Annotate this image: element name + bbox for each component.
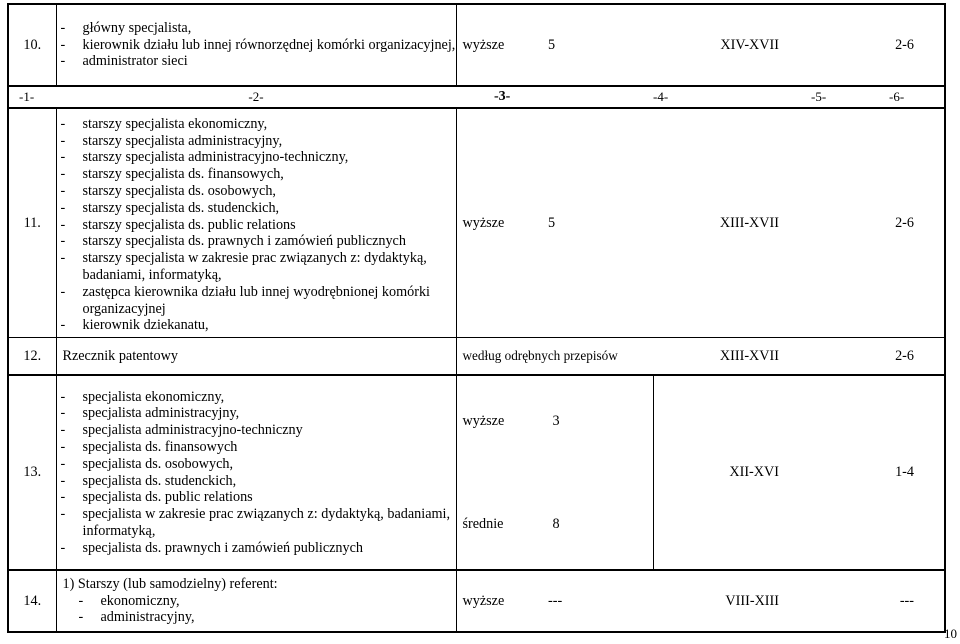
positions-cell <box>56 570 456 632</box>
list-item: - specjalista ds. studenckich, <box>60 472 237 489</box>
column-number: -3- <box>456 86 653 108</box>
bonus-cell: 2-6 <box>803 108 945 338</box>
bonus-cell: --- <box>803 570 945 632</box>
bonus-cell: 2-6 <box>803 4 945 86</box>
list-item: - specjalista ds. prawnych i zamówień publicznych <box>60 539 364 556</box>
row-12 <box>8 338 945 376</box>
column-number: -5- <box>811 88 827 104</box>
row-11 <box>8 108 945 338</box>
list-item: - zastępca kierownika działu lub innej wyodrębnionej komórki organizacyjnej <box>60 283 430 317</box>
list-item: - starszy specjalista administracyjny, <box>60 132 283 149</box>
list-item: - starszy specjalista ds. public relations <box>60 216 296 233</box>
education-experience-cell <box>456 375 653 570</box>
education-options <box>463 413 653 533</box>
experience-years: 3 <box>552 412 560 429</box>
list-item: - starszy specjalista w zakresie prac związanych z: dydaktyką, badaniami, informatyką, <box>60 250 427 283</box>
row-number: 12. <box>8 338 56 376</box>
education-cell: wyższe <box>456 4 548 86</box>
list-item: - starszy specjalista ds. osobowych, <box>60 183 276 199</box>
position-list <box>57 20 456 70</box>
positions-cell <box>56 4 456 86</box>
list-item: - starszy specjalista ds. finansowych, <box>60 166 284 183</box>
education-option <box>463 413 653 430</box>
grade-cell: XII-XVI <box>653 375 803 570</box>
row-number: 10. <box>8 4 56 86</box>
grade-cell: VIII-XIII <box>653 570 803 632</box>
list-item: - specjalista ds. finansowych <box>60 438 238 455</box>
bonus-cell: 2-6 <box>803 338 945 376</box>
list-item: - specjalista w zakresie prac związanych z: dydaktyką, badaniami, informatyką, <box>60 506 451 539</box>
column-number: -4- <box>653 86 803 108</box>
list-item: - specjalista ekonomiczny, <box>60 388 225 405</box>
list-item: - specjalista ds. osobowych, <box>60 455 234 472</box>
education-cell: według odrębnych przepisów <box>456 338 653 376</box>
list-item: - specjalista administracyjno-techniczny <box>60 422 303 439</box>
list-item: - starszy specjalista ds. prawnych i zamówień publicznych <box>60 233 406 250</box>
column-number: -6- <box>889 88 905 104</box>
column-numbers-row <box>8 86 945 108</box>
column-number: -2- <box>56 86 456 108</box>
grade-cell: XIV-XVII <box>653 4 803 86</box>
education-cell: wyższe <box>456 570 548 632</box>
bonus-cell: 1-4 <box>803 375 945 570</box>
positions-table <box>7 3 946 633</box>
education-option <box>463 516 653 533</box>
row-number: 14. <box>8 570 56 632</box>
list-item: - główny specjalista, <box>60 19 192 36</box>
position-cell: Rzecznik patentowy <box>56 338 456 376</box>
page-number: 10 <box>944 626 957 641</box>
position-list <box>63 593 456 627</box>
row-number: 13. <box>8 375 56 570</box>
education-cell: wyższe <box>456 108 548 338</box>
list-item: - starszy specjalista administracyjno-techniczny, <box>60 149 349 166</box>
list-item: - kierownik dziekanatu, <box>60 317 209 334</box>
list-item: - specjalista ds. public relations <box>60 489 253 506</box>
column-number-group <box>803 86 945 108</box>
position-lead: 1) Starszy (lub samodzielny) referent: <box>62 575 278 592</box>
experience-cell: 5 <box>548 108 653 338</box>
row-13 <box>8 375 945 570</box>
experience-cell: --- <box>548 570 653 632</box>
experience-years: 8 <box>552 515 560 532</box>
positions-cell <box>56 108 456 338</box>
list-item: - administracyjny, <box>78 609 195 626</box>
grade-cell: XIII-XVII <box>653 108 803 338</box>
column-number: -1- <box>8 86 56 108</box>
row-10 <box>8 4 945 86</box>
education-level: średnie <box>462 515 504 532</box>
experience-cell: 5 <box>548 4 653 86</box>
list-item: - starszy specjalista ds. studenckich, <box>60 199 280 216</box>
row-14 <box>8 570 945 632</box>
position-list <box>57 389 456 557</box>
positions-cell <box>56 375 456 570</box>
position-list <box>57 116 456 334</box>
row-number: 11. <box>8 108 56 338</box>
education-level: wyższe <box>462 412 505 429</box>
grade-cell: XIII-XVII <box>653 338 803 376</box>
list-item: - starszy specjalista ekonomiczny, <box>60 115 268 132</box>
list-item: - ekonomiczny, <box>78 592 180 609</box>
list-item: - kierownik działu lub innej równorzędnej komórki organizacyjnej, <box>60 36 456 53</box>
list-item: - specjalista administracyjny, <box>60 405 240 422</box>
list-item: - administrator sieci <box>60 53 188 70</box>
